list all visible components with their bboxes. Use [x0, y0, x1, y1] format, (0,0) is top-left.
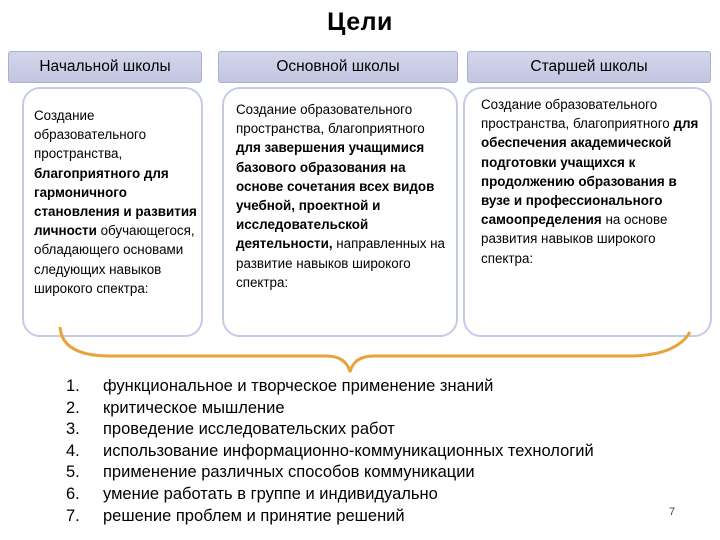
- goal-text-part: на основе развития навыков широкого спектра:: [481, 212, 668, 266]
- goal-text-part: Создание образовательного пространства, благоприятного: [236, 102, 425, 137]
- page-number: 7: [669, 506, 676, 518]
- list-item: 3. проведение исследовательских работ: [66, 420, 395, 439]
- goal-text-part: Создание образовательного пространства, благоприятного: [481, 97, 674, 132]
- page-title: Цели: [327, 8, 393, 36]
- goal-text-part: обучающегося, обладающего основами следующих навыков широкого спектра:: [34, 223, 195, 296]
- goal-text-bold: для завершения учащимися базового образования на основе сочетания всех видов учебной, проектной и исследовательской деятельности,: [236, 140, 435, 252]
- list-item: 5. применение различных способов коммуникации: [66, 463, 475, 482]
- goal-text-part: Создание образовательного пространства,: [34, 108, 147, 162]
- list-item: 1. функциональное и творческое применение знаний: [66, 377, 494, 395]
- goal-text-bold: благоприятного для гармоничного становления и развития личности: [34, 165, 197, 239]
- list-item: 4. использование информационно-коммуникационных технологий: [66, 441, 594, 460]
- goal-text-part: направленных на развитие навыков широкого спектра:: [236, 236, 446, 290]
- header-basic-school: Основной школы: [218, 51, 458, 83]
- header-primary-school: Начальной школы: [8, 51, 202, 83]
- skills-list: [66, 376, 594, 527]
- list-item: 7. решение проблем и принятие решений: [66, 506, 405, 525]
- list-item: 6. умение работать в группе и индивидуально: [66, 484, 438, 503]
- goal-text-bold: для обеспечения академической подготовки учащихся к продолжению образования в вузе и профессионального самоопределения: [481, 116, 699, 228]
- list-item: 2. критическое мышление: [66, 398, 285, 417]
- header-senior-school: Старшей школы: [467, 51, 711, 83]
